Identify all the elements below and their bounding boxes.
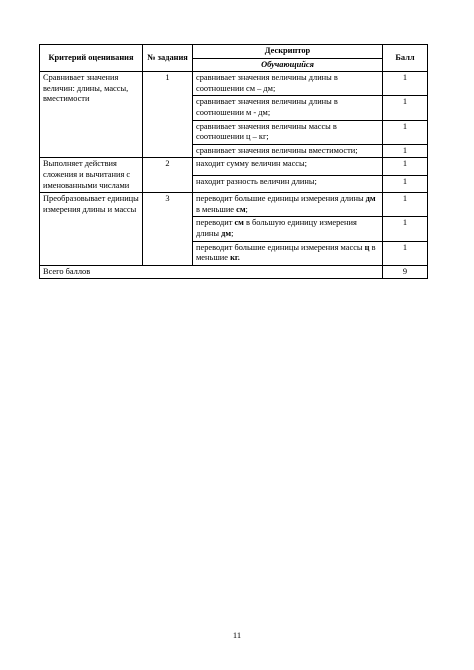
descriptor-text: сравнивает значения величины вместимости; [196, 145, 358, 155]
assessment-rubric-table [39, 44, 428, 279]
descriptor-bold-text: дм [365, 194, 376, 204]
table-row [40, 158, 428, 175]
descriptor-bold-text: дм [221, 228, 232, 238]
descriptor-column-header: Дескриптор [193, 45, 383, 59]
task-number-cell: 3 [143, 193, 193, 266]
descriptor-cell [193, 217, 383, 241]
score-column-header: Балл [383, 45, 428, 72]
task-number-column-header: № задания [143, 45, 193, 72]
descriptor-text: ; [231, 228, 234, 238]
descriptor-bold-text: кг. [230, 253, 240, 263]
descriptor-text: сравнивает значения величины длины в соотношении см – дм; [196, 73, 338, 93]
score-cell: 1 [383, 144, 428, 158]
descriptor-text: находит сумму величин массы; [196, 159, 307, 169]
criterion-cell: Сравнивает значения величин: длины, массы, вместимости [40, 72, 143, 158]
table-header-row [40, 45, 428, 59]
descriptor-text: в меньшие [196, 242, 376, 263]
descriptor-cell [193, 120, 383, 144]
descriptor-text: ; [245, 204, 248, 214]
total-value: 9 [383, 265, 428, 279]
descriptor-cell [193, 144, 383, 158]
table-row [40, 72, 428, 96]
descriptor-text: переводит большие единицы измерения длины [196, 194, 366, 204]
criterion-cell: Выполняет действия сложения и вычитания с именованными числами [40, 158, 143, 193]
descriptor-cell [193, 193, 383, 217]
score-cell: 1 [383, 158, 428, 175]
student-subheader: Обучающийся [193, 58, 383, 72]
table-row [40, 193, 428, 217]
score-cell: 1 [383, 193, 428, 217]
page-number: 11 [232, 630, 242, 640]
score-cell: 1 [383, 217, 428, 241]
descriptor-text: в большую единицу измерения длины [196, 218, 357, 238]
descriptor-bold-text: см [236, 204, 246, 214]
descriptor-text: находит разность величин длины; [196, 176, 317, 186]
descriptor-cell [193, 175, 383, 192]
descriptor-text: сравнивает значения величины длины в соотношении м - дм; [196, 97, 338, 117]
score-cell: 1 [383, 120, 428, 144]
criterion-column-header: Критерий оценивания [40, 45, 143, 72]
score-cell: 1 [383, 72, 428, 96]
descriptor-text: сравнивает значения величины массы в соотношении ц – кг; [196, 121, 337, 142]
task-number-cell: 2 [143, 158, 193, 193]
score-cell: 1 [383, 175, 428, 192]
descriptor-bold-text: см [234, 218, 244, 228]
descriptor-text: переводит большие единицы измерения массы [196, 242, 365, 252]
score-cell: 1 [383, 241, 428, 265]
task-number-cell: 1 [143, 72, 193, 158]
descriptor-cell [193, 158, 383, 175]
rubric-body [40, 72, 428, 266]
descriptor-cell [193, 241, 383, 265]
descriptor-text: в меньшие [196, 204, 237, 214]
criterion-cell: Преобразовывает единицы измерения длины и массы [40, 193, 143, 266]
total-label: Всего баллов [40, 265, 383, 279]
descriptor-cell [193, 96, 383, 120]
score-cell: 1 [383, 96, 428, 120]
descriptor-cell [193, 72, 383, 96]
descriptor-text: переводит [196, 218, 235, 228]
total-row [40, 265, 428, 279]
descriptor-bold-text: ц [364, 242, 370, 252]
